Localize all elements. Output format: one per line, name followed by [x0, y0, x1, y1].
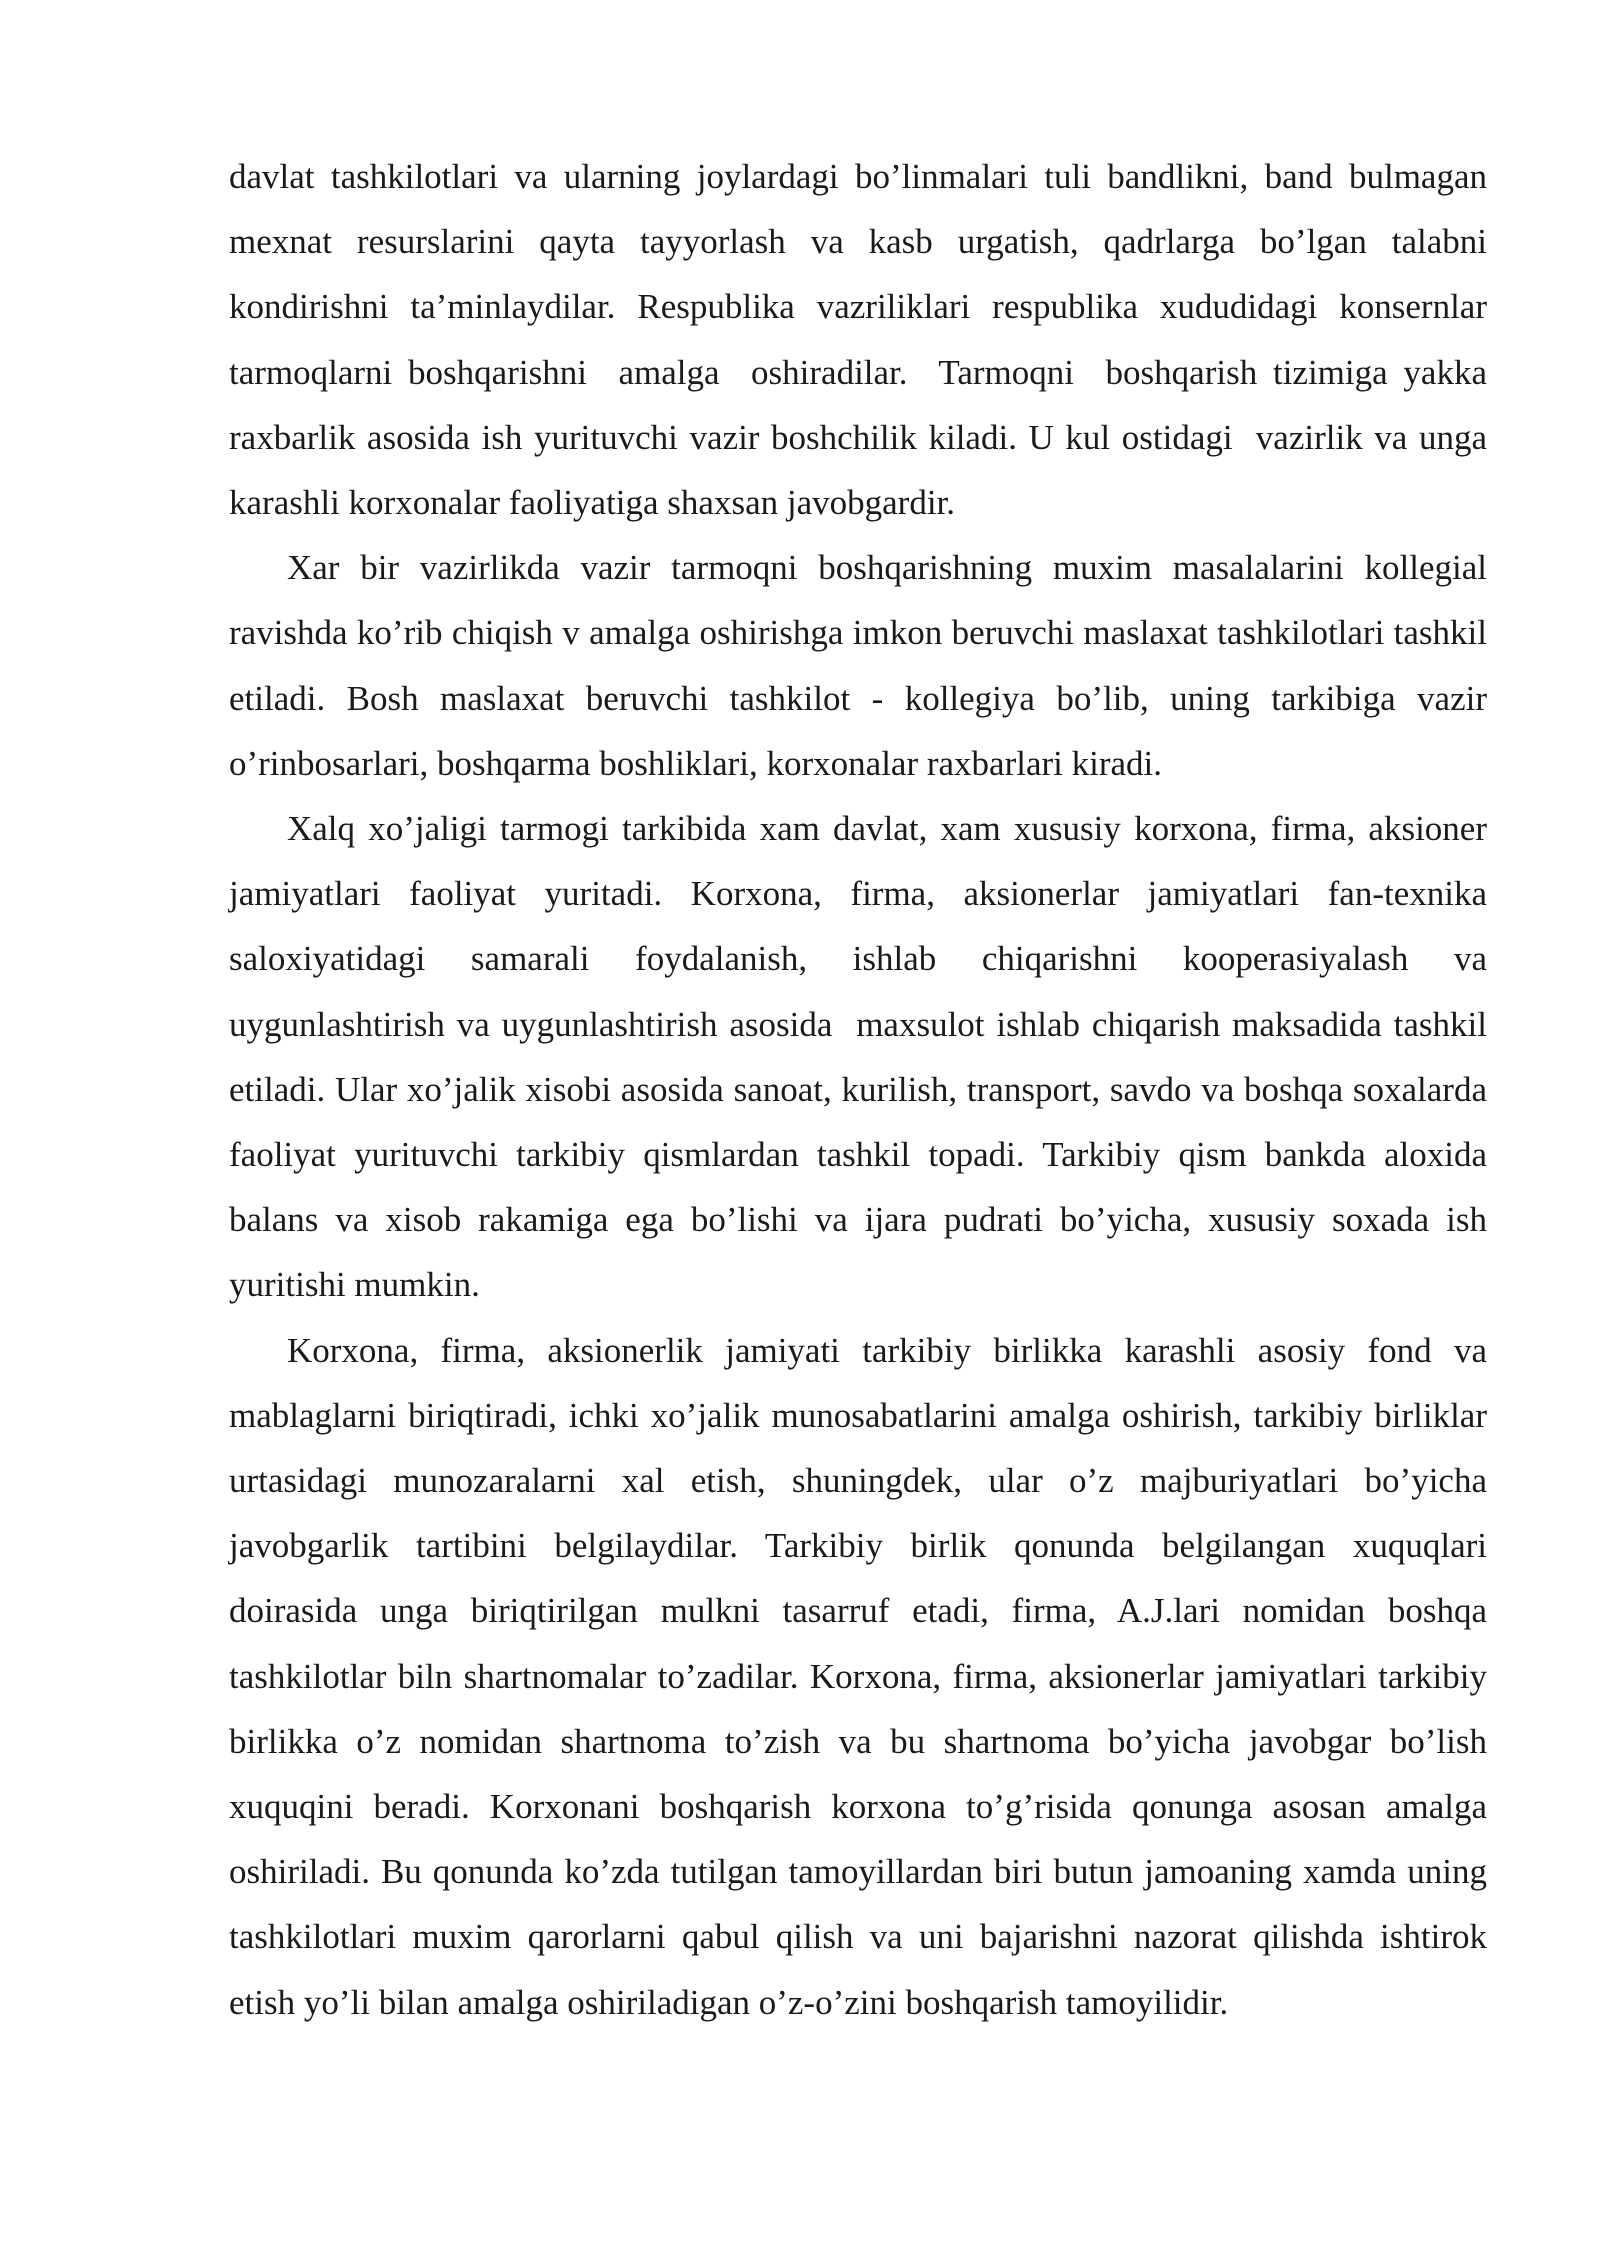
document-body — [229, 144, 1496, 2035]
paragraph-4: Korxona, firma, aksionerlik jamiyati tarkibiy birlikka karashli asosiy fond va mablaglarni biriqtiradi, ichki xo’jalik munosabatlarini amalga oshirish, tarkibiy birliklar urtasidagi munozaralarni xal etish, shuningdek, ular o’z majburiyatlari bo’yicha javobgarlik tartibini belgilaydilar. Tarkibiy birlik qonunda belgilangan xuquqlari doirasida unga biriqtirilgan mulkni tasarruf etadi, firma, A.J.lari nomidan boshqa tashkilotlar biln shartnomalar to’zadilar. Korxona, firma, aksionerlar jamiyatlari tarkibiy birlikka o’z nomidan shartnoma to’zish va bu shartnoma bo’yicha javobgar bo’lish xuquqini beradi. Korxonani boshqarish korxona to’g’risida qonunga asosan amalga oshiriladi. Bu qonunda ko’zda tutilgan tamoyillardan biri butun jamoaning xamda uning tashkilotlari muxim qarorlarni qabul qilish va uni bajarishni nazorat qilishda ishtirok etish yo’li bilan amalga oshiriladigan o’z-o’zini boshqarish tamoyilidir. — [229, 1330, 1496, 2022]
paragraph-2: Xar bir vazirlikda vazir tarmoqni boshqarishning muxim masalalarini kollegial ravishda ko’rib chiqish v amalga oshirishga imkon beruvchi maslaxat tashkilotlari tashkil etiladi. Bosh maslaxat beruvchi tashkilot - kollegiya bo’lib, uning tarkibiga vazir o’rinbosarlari, boshqarma boshliklari, korxonalar raxbarlari kiradi. — [229, 548, 1496, 783]
paragraph-1: davlat tashkilotlari va ularning joylardagi bo’linmalari tuli bandlikni, band bulmagan mexnat resurslarini qayta tayyorlash va kasb urgatish, qadrlarga bo’lgan talabni kondirishni ta’minlaydilar. Respublika vazriliklari respublika xududidagi konsernlar tarmoqlarni boshqarishni amalga oshiradilar. Tarmoqni boshqarish tizimiga yakka raxbarlik asosida ish yurituvchi vazir boshchilik kiladi. U kul ostidagi vazirlik va unga karashli korxonalar faoliyatiga shaxsan javobgardir. — [229, 157, 1496, 523]
paragraph-3: Xalq xo’jaligi tarmogi tarkibida xam davlat, xam xususiy korxona, firma, aksioner jamiyatlari faoliyat yuritadi. Korxona, firma, aksionerlar jamiyatlari fan-texnika saloxiyatidagi samarali foydalanish, ishlab chiqarishni kooperasiyalash va uygunlashtirish va uygunlashtirish asosida maxsulot ishlab chiqarish maksadida tashkil etiladi. Ular xo’jalik xisobi asosida sanoat, kurilish, transport, savdo va boshqa soxalarda faoliyat yurituvchi tarkibiy qismlardan tashkil topadi. Tarkibiy qism bankda aloxida balans va xisob rakamiga ega bo’lishi va ijara pudrati bo’yicha, xususiy soxada ish yuritishi mumkin. — [229, 809, 1496, 1305]
